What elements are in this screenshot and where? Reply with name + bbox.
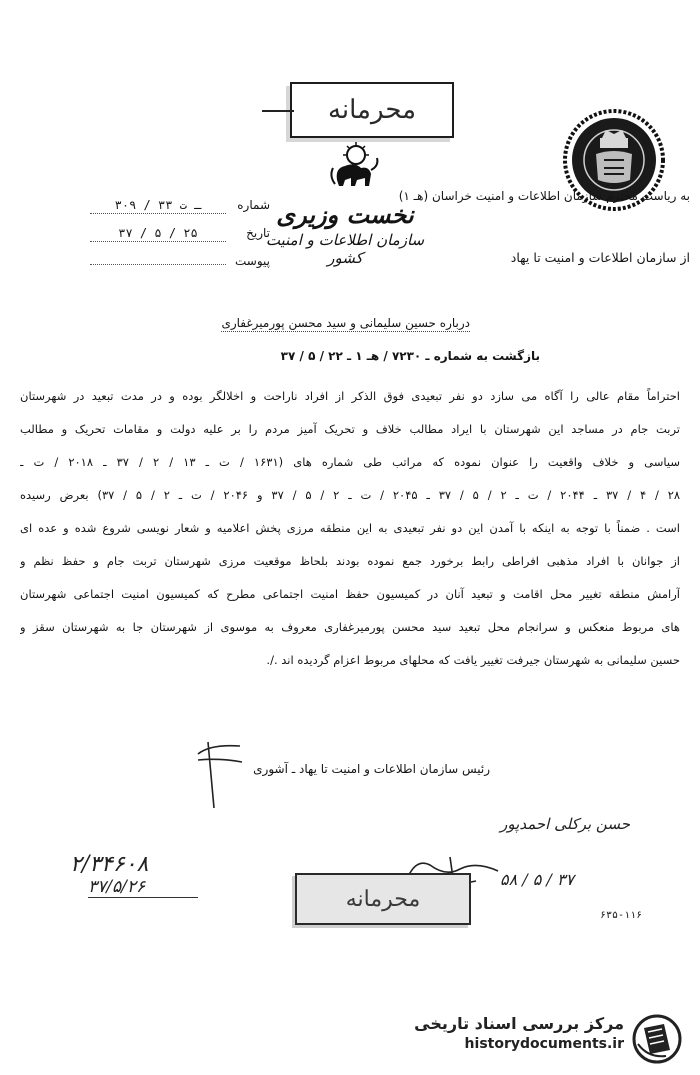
handwritten-date: ۵۸ / ۵ / ۳۷ — [500, 870, 575, 889]
body-line: حسین سلیمانی به شهرستان جیرفت تغییر یافت که محلهای مربوط اعزام گردیده اند ./. — [266, 653, 680, 667]
organization-name — [255, 200, 435, 267]
archive-watermark — [400, 1012, 690, 1068]
meta-date-value: ۳۷ / ۵ / ۲۵ — [90, 226, 226, 242]
handwritten-mark-icon — [190, 740, 250, 810]
document-meta — [90, 198, 270, 282]
body-line: تربت جام در مساجد این شهرستان با ایراد مطالب خلاف و تحریک آمیز مردم را بر علیه دولت و مقامات تحریک و مطالب — [20, 422, 680, 436]
meta-attachment-label: پیوست — [235, 254, 270, 268]
organization-line-2: سازمان اطلاعات و امنیت کشور — [265, 231, 425, 267]
body-line: است . ضمناً با توجه به اینکه با آمدن این دو نفر تبعیدی به این منطقه مرزی پخش اعلامیه و شعار نویسی شروع شده و عده ای — [20, 521, 680, 535]
confidential-stamp-bottom-text: محرمانه — [345, 886, 421, 912]
handwritten-registry-number: ۲/۳۴۶۰۸ — [70, 852, 149, 877]
confidential-stamp-top-text: محرمانه — [327, 95, 417, 125]
organization-line-1: نخست وزیری — [276, 200, 414, 229]
reference-line: بازگشت به شماره ـ ۷۲۳۰ / هـ ۱ ـ ۲۲ / ۵ / ۳۷ — [280, 349, 540, 363]
document-code: ۶۳۵-۱۱۶ — [600, 910, 643, 921]
header-addressing — [398, 188, 690, 266]
meta-date-label: تاریخ — [246, 226, 270, 240]
body-line: ۲۸ / ۴ / ۳۷ ـ ۲۰۴۴ / ت ـ ۲ / ۵ / ۳۷ ـ ۲۰۴۵ / ت ـ ۲ / ۵ / ۳۷ و ۲۰۴۶ / ت ـ ۲ / ۵ / ۳۷) بعرض رسیده — [20, 488, 680, 502]
watermark-title: مرکز بررسی اسناد تاریخی — [414, 1014, 624, 1033]
recipient-line: به ریاست محترم سازمان اطلاعات و امنیت خراسان (هـ ۱) — [398, 189, 690, 203]
body-line: سیاسی و خلاف واقعیت را عنوان نموده که مراتب طی شماره های (۱۶۳۱ / ت ـ ۱۳ / ۲ / ۳۷ ـ ۲۰۱۸ / ت ـ — [20, 455, 680, 469]
body-line: احتراماً مقام عالی را آگاه می سازد دو نفر تبعیدی فوق الذکر از افراد ناراحت و اخلالگر بوده و در مدت تبعید در شهرستان — [20, 389, 680, 403]
meta-attachment-row — [90, 254, 270, 282]
archive-logo-icon — [632, 1014, 682, 1064]
body-line: های مربوط منعکس و سرانجام محل تبعید سید محسن پورمیرغفاری معروف به موسوی از شهرستان جا به شهرستان سقز و — [20, 620, 680, 634]
subject-text: درباره حسین سلیمانی و سید محسن پورمیرغفاری — [221, 316, 470, 330]
letter-body — [20, 380, 680, 677]
signature-line: رئیس سازمان اطلاعات و امنیت تا یهاد ـ آشوری — [253, 762, 490, 776]
meta-number-label: شماره — [237, 198, 270, 212]
confidential-stamp-bottom — [295, 873, 471, 925]
meta-number-row — [90, 198, 270, 226]
handwritten-registry-date: ۳۷/۵/۲۶ — [88, 877, 198, 898]
watermark-text — [400, 1014, 624, 1052]
meta-number-value: ۳۰۹ / ۳۳ ـ ت — [90, 198, 226, 214]
handwritten-note: حسن برکلی احمدپور — [500, 815, 630, 833]
confidential-stamp-top — [290, 82, 454, 138]
meta-attachment-value — [90, 263, 226, 265]
lion-and-sun-emblem-icon — [325, 140, 385, 192]
watermark-url: historydocuments.ir — [464, 1036, 624, 1052]
body-line: از جوانان با افراد مذهبی افراطی رابط برخورد جمع نموده بودند بلحاظ موقعیت مرزی شهرستان تربت جام و حفظ نظم و — [20, 554, 680, 568]
meta-date-row — [90, 226, 270, 254]
subject-line — [200, 316, 470, 330]
sender-line: از سازمان اطلاعات و امنیت تا یهاد — [510, 249, 690, 265]
body-line: آرامش منطقه تغییر محل اقامت و تبعید آنان در کمیسیون حفظ امنیت اجتماعی مطرح که کمیسیون امنیت اجتماعی شهرستان — [20, 587, 680, 601]
